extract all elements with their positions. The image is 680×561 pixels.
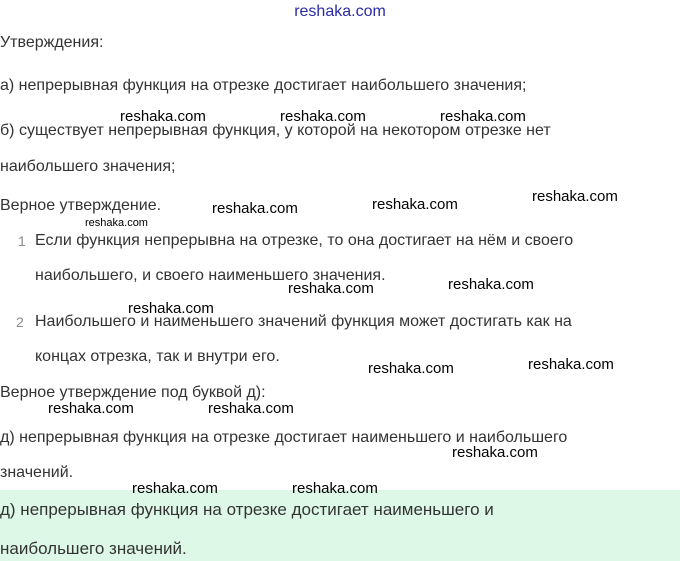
answer-line2: наибольшего значений. — [0, 539, 187, 558]
watermark: reshaka.com — [440, 108, 526, 125]
correct-heading: Верное утверждение. — [0, 197, 162, 214]
statement-a: а) непрерывная функция на отрезке достигает наибольшего значения; — [0, 77, 527, 94]
letter-d-heading: Верное утверждение под буквой д): — [0, 384, 266, 401]
statement-b-line2: наибольшего значения; — [0, 158, 176, 175]
list-item-number: 2 — [16, 314, 24, 330]
watermark: reshaka.com — [128, 300, 214, 317]
watermark: reshaka.com — [452, 444, 538, 461]
statement-b-line1: б) существует непрерывная функция, у которой на некотором отрезке нет — [0, 122, 551, 139]
watermark: reshaka.com — [85, 217, 148, 229]
letter-d-line1: д) непрерывная функция на отрезке достигает наименьшего и наибольшего — [0, 429, 568, 446]
watermark: reshaka.com — [372, 196, 458, 213]
letter-d-line2: значений. — [0, 464, 74, 481]
watermark: reshaka.com — [120, 108, 206, 125]
watermark: reshaka.com — [212, 200, 298, 217]
watermark: reshaka.com — [448, 276, 534, 293]
watermark: reshaka.com — [292, 480, 378, 497]
answer-line1: д) непрерывная функция на отрезке достигает наименьшего и — [0, 500, 494, 519]
watermark: reshaka.com — [528, 356, 614, 373]
list-item-2-line1: Наибольшего и наименьшего значений функция может достигать как на — [35, 313, 572, 330]
site-header-link[interactable]: reshaka.com — [294, 3, 386, 20]
watermark: reshaka.com — [288, 280, 374, 297]
watermark: reshaka.com — [48, 400, 134, 417]
watermark: reshaka.com — [532, 188, 618, 205]
statements-heading: Утверждения: — [0, 34, 104, 51]
list-item-2-line2: концах отрезка, так и внутри его. — [35, 348, 280, 365]
watermark: reshaka.com — [280, 108, 366, 125]
watermark: reshaka.com — [368, 360, 454, 377]
list-item-number: 1 — [18, 233, 26, 249]
list-item-1-line1: Если функция непрерывна на отрезке, то она достигает на нём и своего — [35, 232, 574, 249]
watermark: reshaka.com — [132, 480, 218, 497]
list-item-1-line2: наибольшего, и своего наименьшего значения. — [35, 267, 386, 284]
watermark: reshaka.com — [208, 400, 294, 417]
